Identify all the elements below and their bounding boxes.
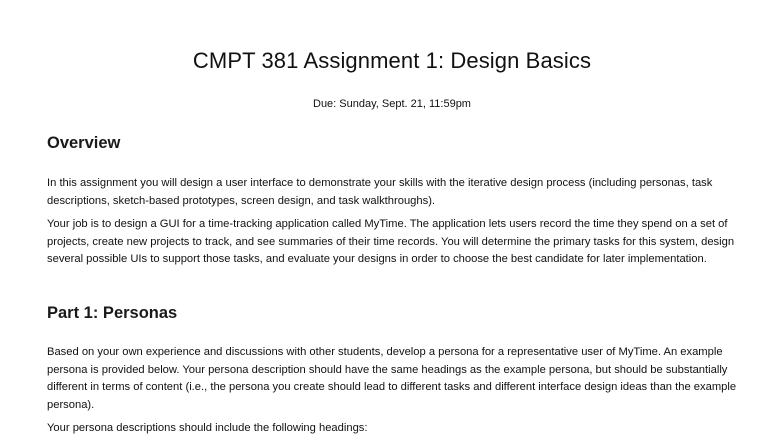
due-date: Due: Sunday, Sept. 21, 11:59pm [313, 98, 471, 110]
overview-paragraph-2: Your job is to design a GUI for a time-tracking application called MyTime. The application lets users record the time they spend on a set of projects, create new projects to track, and see summaries of their time records. You will determine the primary tasks for this system, design several possible UIs to support those tasks, and evaluate your designs in order to choose the best candidate for later implementation. [47, 218, 735, 265]
overview-paragraph-1: In this assignment you will design a user interface to demonstrate your skills with the iterative design process (including personas, task descriptions, sketch-based prototypes, screen design, and task walkthroughs). [47, 177, 713, 207]
document-title: CMPT 381 Assignment 1: Design Basics [192, 48, 592, 73]
personas-paragraph-1: Based on your own experience and discussions with other students, develop a persona for a representative user of MyTime. An example persona is provided below. Your persona description should have the same headings as the example persona, but should be substantially different in terms of content (i.e., the persona you create should lead to different tasks and different interface design ideas than the example persona). [47, 346, 737, 411]
section-heading-personas: Part 1: Personas [47, 304, 178, 322]
personas-paragraph-2: Your persona descriptions should include the following headings: [47, 422, 368, 434]
section-heading-overview: Overview [47, 134, 121, 152]
